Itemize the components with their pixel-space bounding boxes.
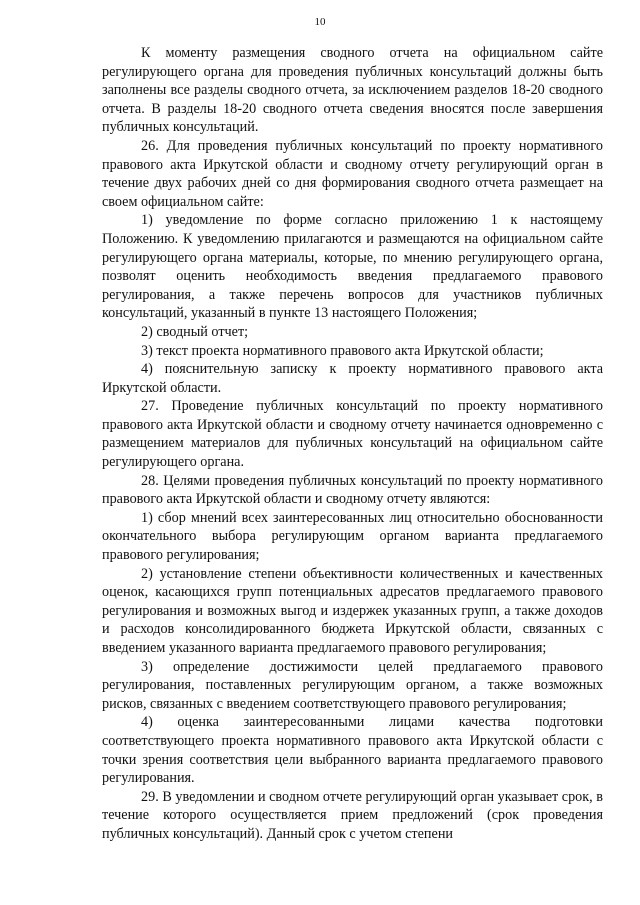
list-item-28-3: 3) определение достижимости целей предлагаемого правового регулирования, поставленных регулирующим органом, а также возможных рисков, связанных с введением соответствующего правового регулирования; [102,658,603,712]
paragraph-28: 28. Целями проведения публичных консультаций по проекту нормативного правового акта Иркутской области и сводному отчету являются: [102,472,603,508]
document-body [102,44,603,844]
list-item-26-4: 4) пояснительную записку к проекту нормативного правового акта Иркутской области. [102,361,603,396]
list-item-26-3: 3) текст проекта нормативного правового акта Иркутской области; [141,342,544,359]
page-number: 10 [314,16,326,28]
list-item-28-4: 4) оценка заинтересованными лицами качества подготовки соответствующего проекта нормативного правового акта Иркутской области с точки зрения соответствия цели выбранного варианта предлагаемого правового регулирования. [102,714,603,787]
list-item-28-1: 1) сбор мнений всех заинтересованных лиц относительно обоснованности окончательного выбора регулирующим органом варианта предлагаемого правового регулирования; [102,509,603,564]
paragraph-27: 27. Проведение публичных консультаций по проекту нормативного правового акта Иркутской области и сводному отчету начинается одновременно с размещением материалов для публичных консультаций на официальном сайте регулирующего органа. [102,398,603,471]
list-item-28-2: 2) установление степени объективности количественных и качественных оценок, касающихся групп потенциальных адресатов предлагаемого правового регулирования и возможных выгод и издержек указанных групп, а также доходов и расходов консолидированного бюджета Иркутской области, связанных с введением указанного варианта предлагаемого правового регулирования; [102,565,603,656]
list-item-26-2: 2) сводный отчет; [141,323,249,340]
list-item-26-1: 1) уведомление по форме согласно приложению 1 к настоящему Положению. К уведомлению прилагаются и размещаются на официальном сайте регулирующего органа материалы, которые, по мнению регулирующего органа, позволят оценить необходимость введения предлагаемого правового регулирования, а также перечень вопросов для участников публичных консультаций, указанный в пункте 13 настоящего Положения; [102,212,603,322]
paragraph-report-sections: К моменту размещения сводного отчета на официальном сайте регулирующего органа для проведения публичных консультаций должны быть заполнены все разделы сводного отчета, за исключением разделов 18-20 сводного отчета. В разделы 18-20 сводного отчета сведения вносятся после завершения публичных консультаций. [102,45,603,136]
paragraph-26: 26. Для проведения публичных консультаций по проекту нормативного правового акта Иркутской области и сводному отчету регулирующий орган в течение двух рабочих дней со дня формирования сводного отчета размещает на своем официальном сайте: [102,137,603,210]
paragraph-29: 29. В уведомлении и сводном отчете регулирующий орган указывает срок, в течение которого осуществляется прием предложений (срок проведения публичных консультаций). Данный срок с учетом степени [102,788,603,842]
